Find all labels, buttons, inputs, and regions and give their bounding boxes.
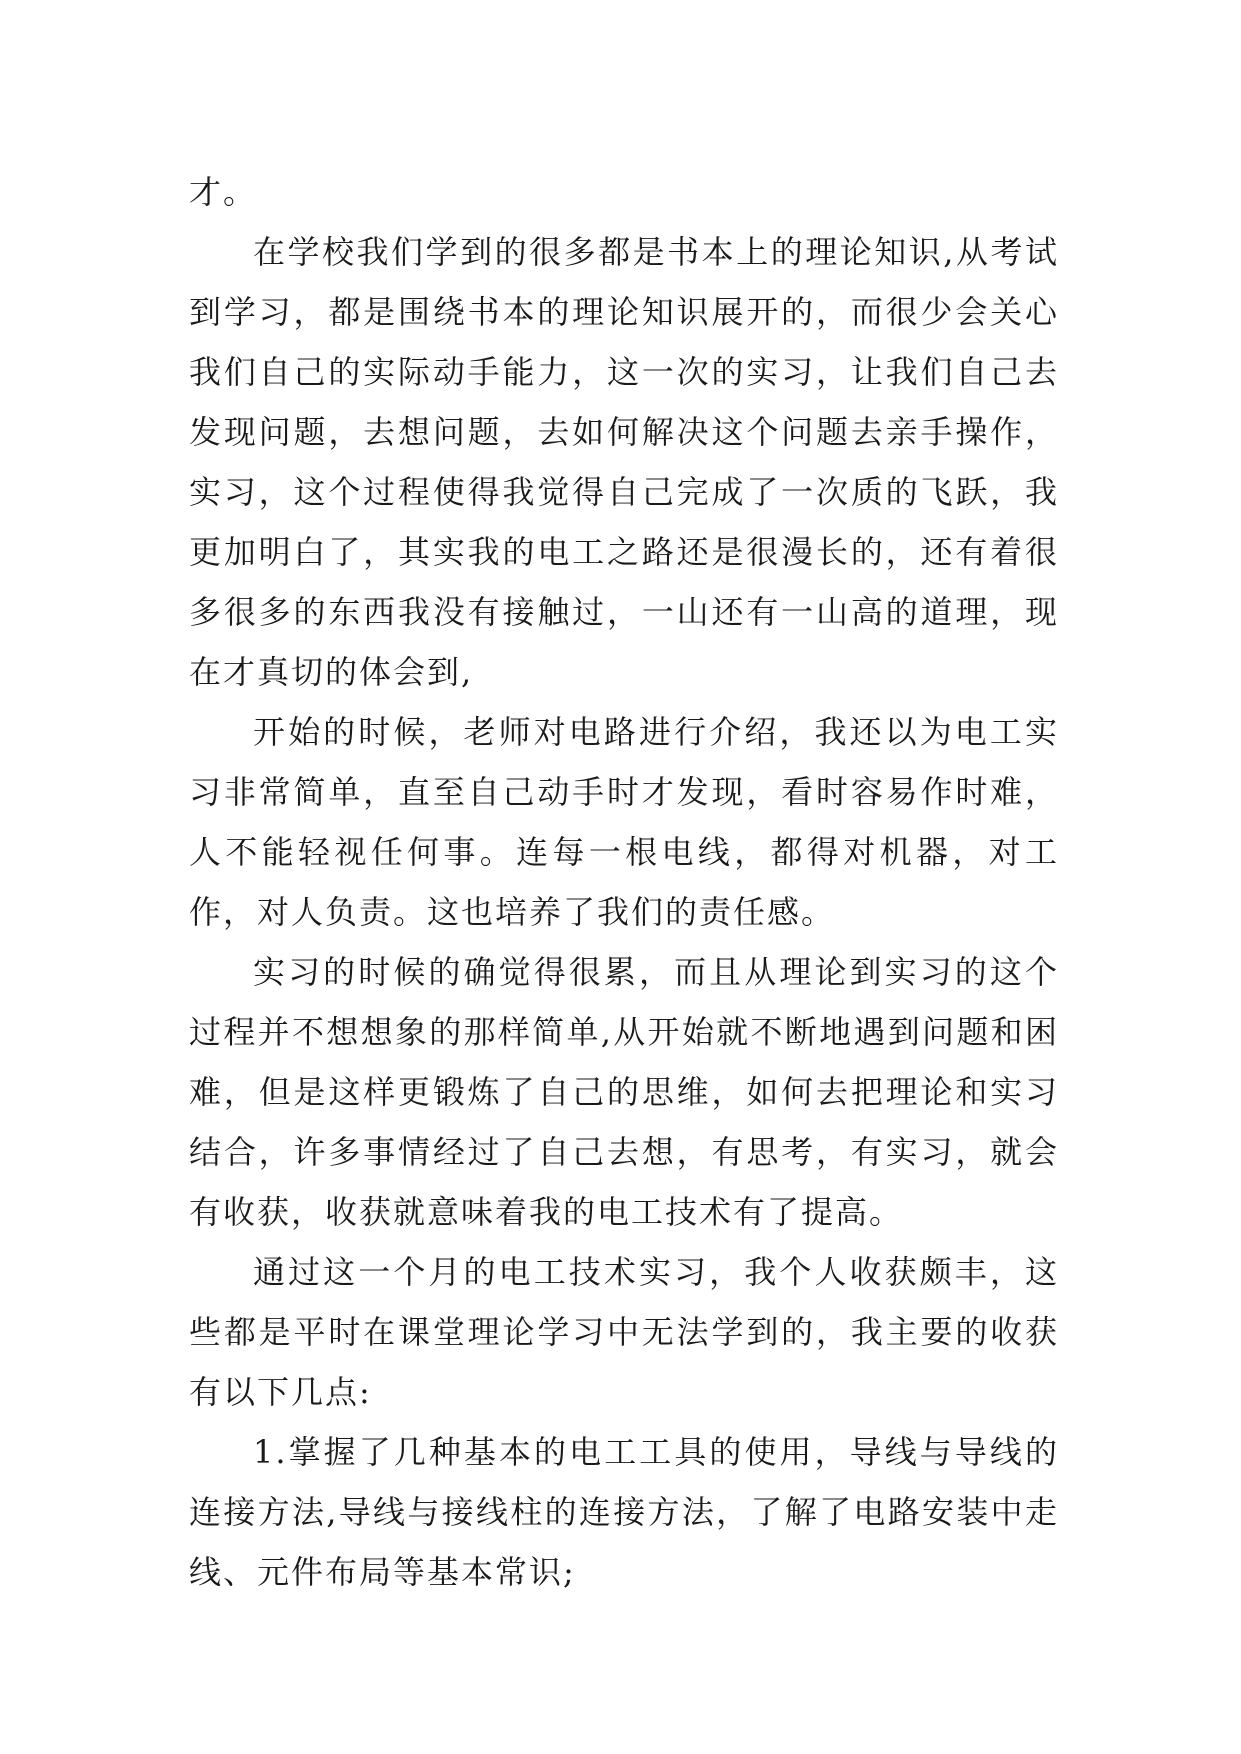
paragraph-gains-intro: 通过这一个月的电工技术实习，我个人收获颇丰，这些都是平时在课堂理论学习中无法学到的，我主要的收获有以下几点: (189, 1253, 1059, 1411)
paragraph-practice-tired: 实习的时候的确觉得很累，而且从理论到实习的这个过程并不想想象的那样简单,从开始就不断地遇到问题和困难，但是这样更锻炼了自己的思维，如何去把理论和实习结合，许多事情经过了自己去想，有思考，有实习，就会有收获，收获就意味着我的电工技术有了提高。 (189, 953, 1059, 1231)
paragraph-continuation: 才。 (189, 173, 258, 211)
body-text (189, 162, 1059, 1602)
paragraph-gain-item-1: 1.掌握了几种基本的电工工具的使用，导线与导线的连接方法,导线与接线柱的连接方法，了解了电路安装中走线、元件布局等基本常识; (189, 1433, 1059, 1591)
paragraph-school-learning: 在学校我们学到的很多都是书本上的理论知识,从考试到学习，都是围绕书本的理论知识展开的，而很少会关心我们自己的实际动手能力，这一次的实习，让我们自己去发现问题，去想问题，去如何解决这个问题去亲手操作，实习，这个过程使得我觉得自己完成了一次质的飞跃，我更加明白了，其实我的电工之路还是很漫长的，还有着很多很多的东西我没有接触过，一山还有一山高的道理，现在才真切的体会到, (189, 233, 1059, 691)
paragraph-beginning: 开始的时候，老师对电路进行介绍，我还以为电工实习非常简单，直至自己动手时才发现，看时容易作时难，人不能轻视任何事。连每一根电线，都得对机器，对工作，对人负责。这也培养了我们的责任感。 (189, 713, 1059, 931)
